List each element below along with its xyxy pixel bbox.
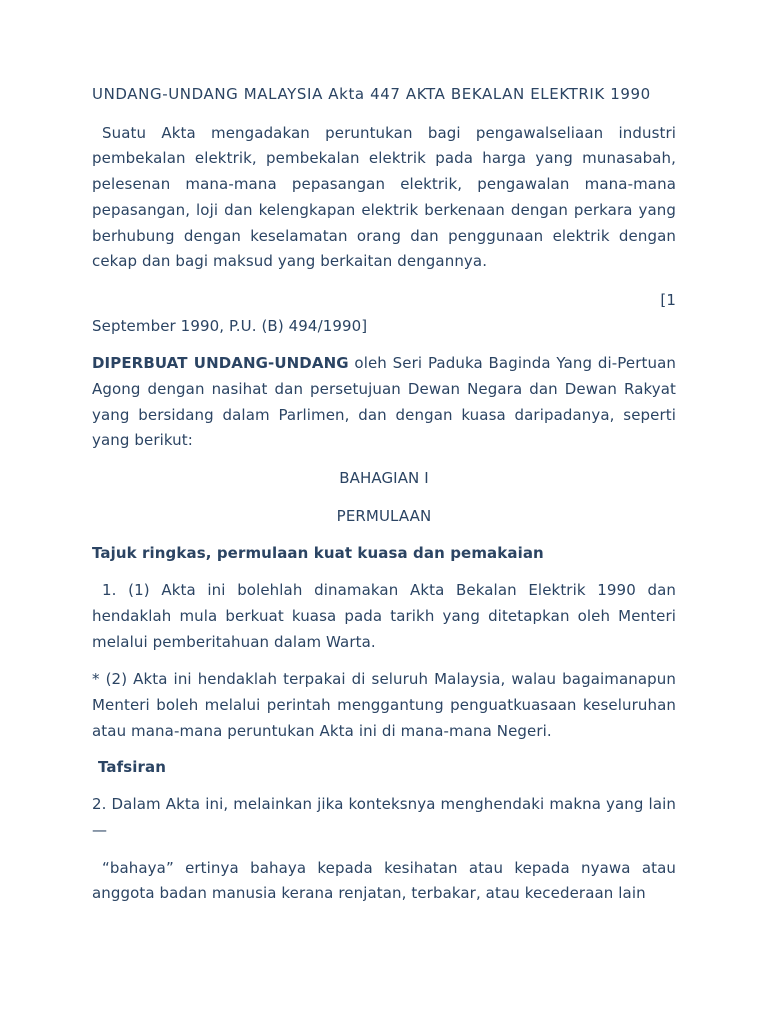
part-label: BAHAGIAN I [339,469,429,488]
section-heading-1: Tajuk ringkas, permulaan kuat kuasa dan pemakaian [92,543,544,562]
document-title: UNDANG-UNDANG MALAYSIA Akta 447 AKTA BEKALAN ELEKTRIK 1990 [92,85,651,103]
enactment-paragraph [92,351,676,454]
section-heading-2: Tafsiran [98,758,167,777]
document-body [92,82,676,907]
section-1-subsection-2: * (2) Akta ini hendaklah terpakai di seluruh Malaysia, walau bagaimanapun Menteri boleh melalui perintah menggantung penguatkuasaan keseluruhan atau mana-mana peruntukan Akta ini di mana-mana Negeri. [92,670,676,740]
section-2-intro: 2. Dalam Akta ini, melainkan jika konteksnya menghendaki makna yang lain— [92,795,676,839]
enactment-bold: DIPERBUAT UNDANG-UNDANG [92,354,349,373]
definition-bahaya: “bahaya” ertinya bahaya kepada kesihatan atau kepada nyawa atau anggota badan manusia kerana renjatan, terbakar, atau kecederaan lain [92,858,676,903]
preamble-paragraph: Suatu Akta mengadakan peruntukan bagi pengawalseliaan industri pembekalan elektrik, pembekalan elektrik pada harga yang munasabah, pelesenan mana-mana pepasangan elektrik, pengawalan mana-mana pepasangan, loji dan kelengkapan elektrik berkenaan dengan perkara yang berhubung dengan keselamatan orang dan penggunaan elektrik dengan cekap dan bagi maksud yang berkaitan dengannya. [92,123,676,271]
section-1-subsection-1: 1. (1) Akta ini bolehlah dinamakan Akta Bekalan Elektrik 1990 dan hendaklah mula berkuat kuasa pada tarikh yang ditetapkan oleh Menteri melalui pemberitahuan dalam Warta. [92,581,676,651]
part-title: PERMULAAN [336,506,432,525]
date-reference-open: [1 [660,290,676,309]
date-reference-rest: September 1990, P.U. (B) 494/1990] [92,316,368,335]
enactment-text: oleh Seri Paduka Baginda Yang di-Pertuan Agong dengan nasihat dan persetujuan Dewan Negara dan Dewan Rakyat yang bersidang dalam Parlimen, dan dengan kuasa daripadanya, seperti yang berikut: [92,354,677,450]
